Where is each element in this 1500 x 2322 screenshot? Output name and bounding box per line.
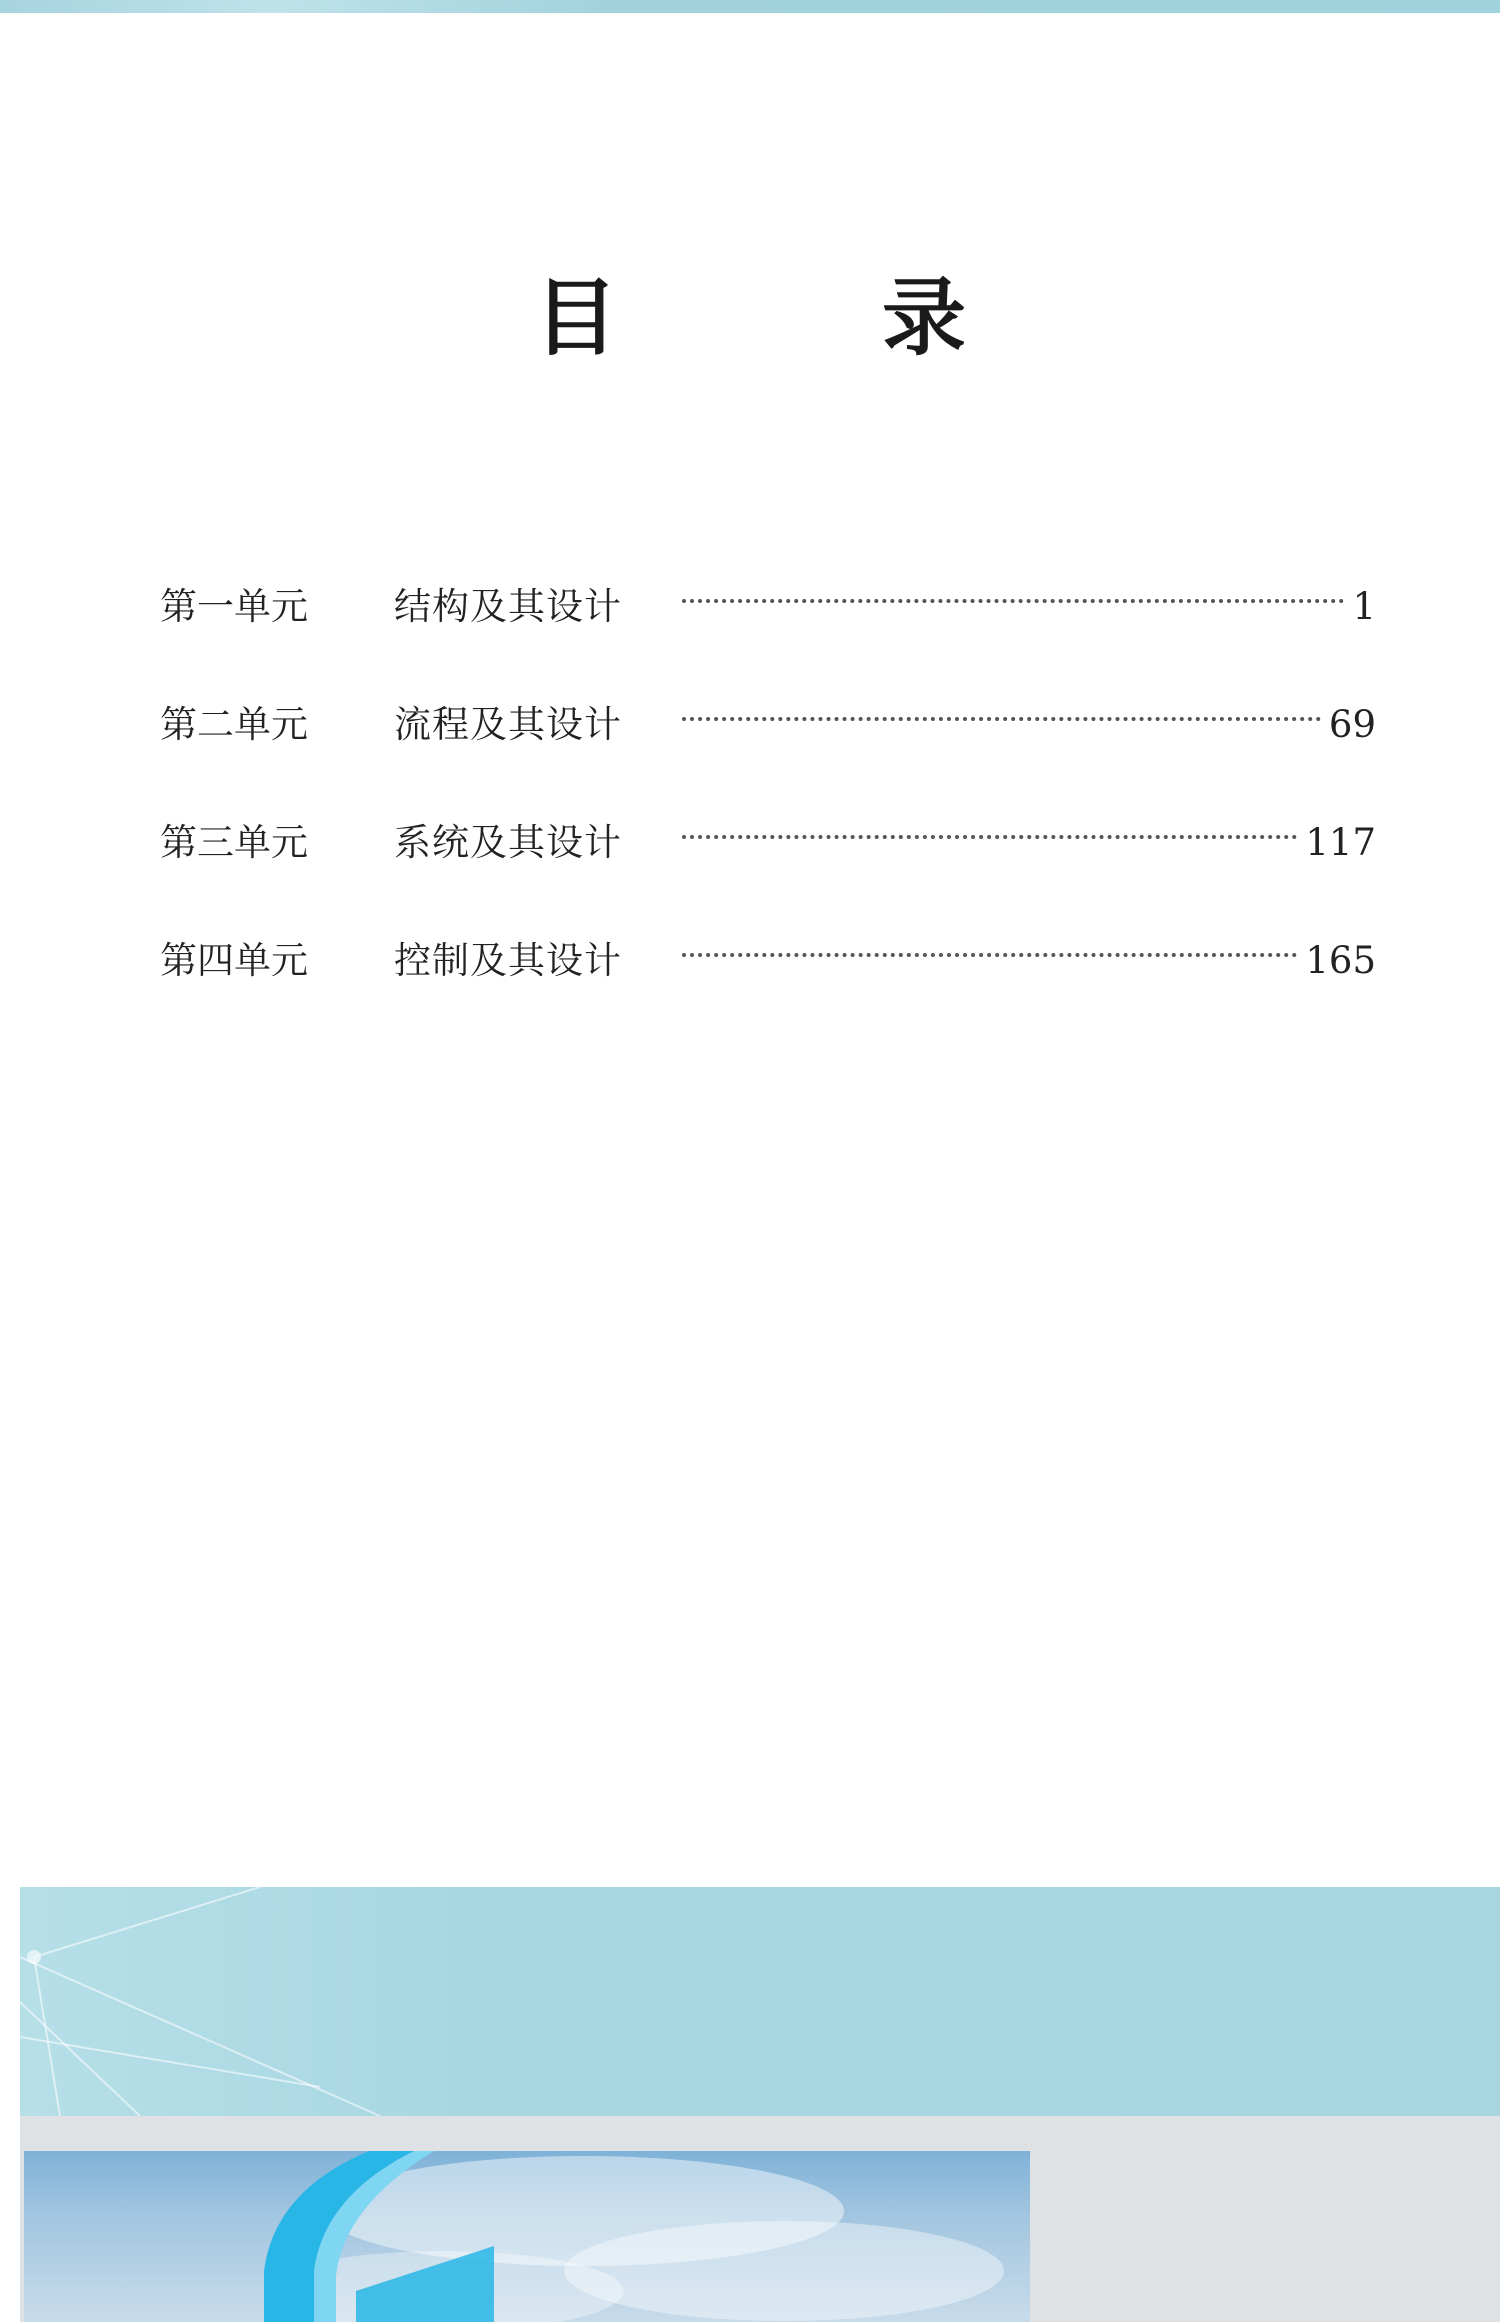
toc-dot-leader xyxy=(682,835,1297,839)
page-title: 目 录 xyxy=(533,268,1056,367)
toc-page-number: 1 xyxy=(1352,585,1376,628)
sky-and-arch-graphic xyxy=(24,2151,1030,2322)
toc-unit-label: 第一单元 xyxy=(160,585,308,628)
toc-page-number: 117 xyxy=(1305,821,1376,864)
toc-row[interactable] xyxy=(160,784,1376,902)
toc-chapter-name: 控制及其设计 xyxy=(394,939,622,982)
toc-dot-leader xyxy=(682,717,1321,721)
toc-page-number: 69 xyxy=(1328,703,1376,746)
toc-chapter-name: 结构及其设计 xyxy=(394,585,622,628)
toc-chapter-name: 流程及其设计 xyxy=(394,703,622,746)
toc-page-number: 165 xyxy=(1305,939,1376,982)
toc-dot-leader xyxy=(682,953,1297,957)
toc-dot-leader xyxy=(682,599,1344,603)
toc-row[interactable] xyxy=(160,548,1376,666)
sky-photo xyxy=(24,2151,1030,2322)
toc-unit-label: 第四单元 xyxy=(160,939,308,982)
network-lines-graphic xyxy=(20,1887,1500,2116)
toc-chapter-name: 系统及其设计 xyxy=(394,821,622,864)
top-decorative-band xyxy=(0,0,1500,13)
toc-unit-label: 第二单元 xyxy=(160,703,308,746)
toc-row[interactable] xyxy=(160,902,1376,1020)
decorative-blue-band xyxy=(20,1887,1500,2116)
toc-unit-label: 第三单元 xyxy=(160,821,308,864)
table-of-contents xyxy=(160,548,1376,1020)
toc-row[interactable] xyxy=(160,666,1376,784)
